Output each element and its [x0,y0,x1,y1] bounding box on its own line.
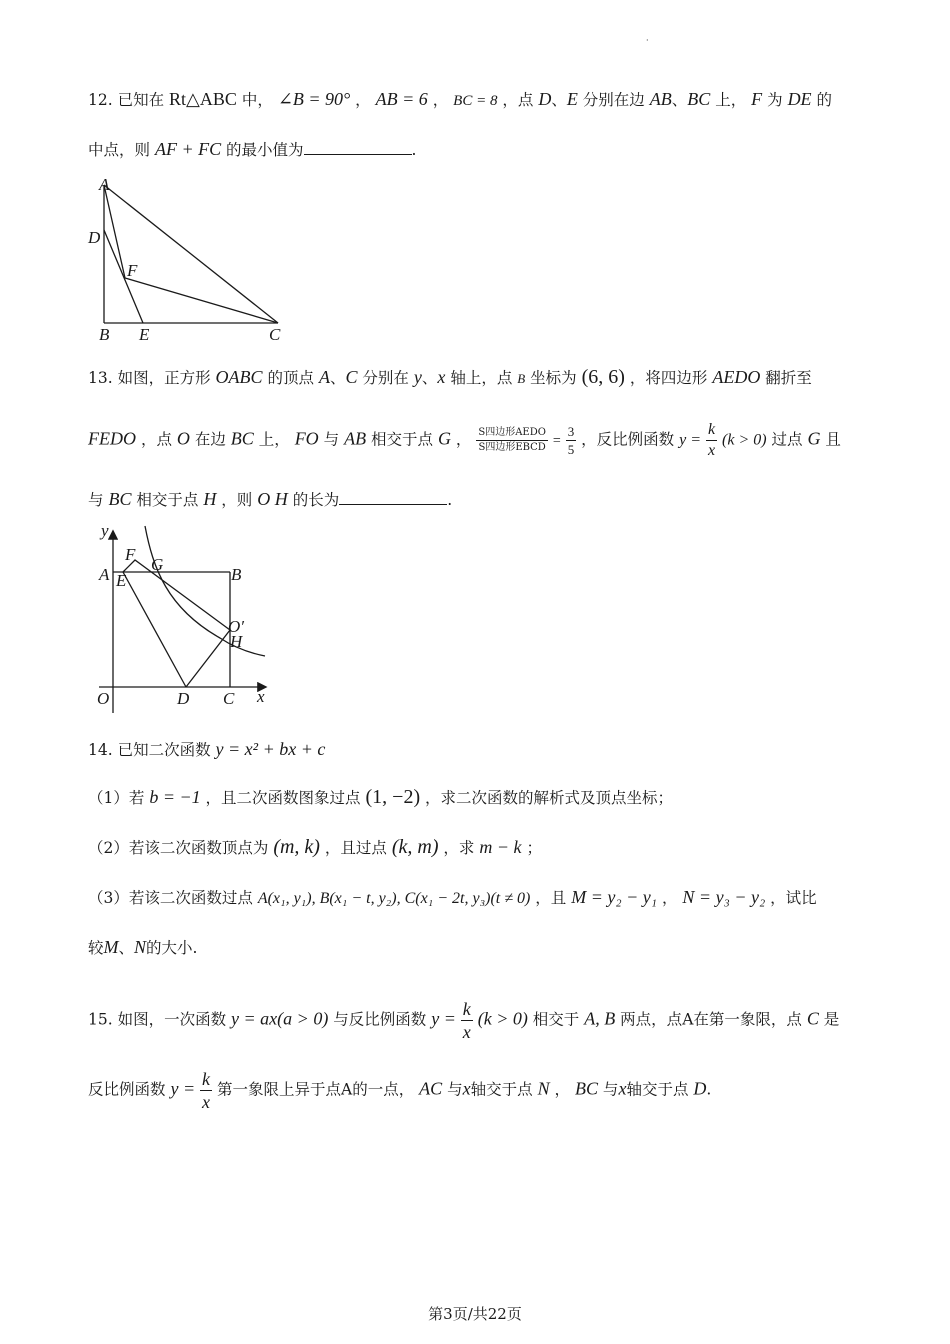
text: 与 [602,1080,619,1099]
text: 是 [823,1010,840,1029]
label-G: G [151,555,164,574]
math: C [345,367,358,387]
text: 与反比例函数 [333,1010,427,1029]
label-A: A [99,175,110,194]
text: 翻折至 [765,369,812,387]
math: = [552,433,561,449]
text: 的 [816,91,833,109]
text: 在第一象限，点 [693,1010,802,1029]
math: m − k [479,837,522,857]
math: BC = 8 [453,93,498,109]
math: x [437,367,446,387]
math: y = ax(a > 0) [231,1008,329,1029]
math: A, B [584,1008,616,1029]
answer-blank[interactable] [304,140,412,155]
text: ，求二次函数的解析式及顶点坐标； [425,789,674,807]
math: A(x₁, y₁), B(x₁ − t, y₂), C(x₁ − 2t, y₃)(t ≠ 0) [257,890,531,907]
text: 如图，一次函数 [117,1010,227,1029]
math: N [134,937,147,957]
math: O H [257,489,288,509]
text: 且 [825,430,841,449]
math: FEDO [88,428,136,449]
math: F [751,89,763,109]
q15-line1 [88,1000,839,1041]
math: C [806,1008,819,1029]
q14-part3 [88,886,817,908]
text: ， [432,91,449,109]
text: 已知在 [117,91,165,109]
text: 轴交于点 [626,1080,689,1099]
fraction-denominator: x [707,442,716,459]
text: 与 [88,491,104,509]
inverse-function-fraction [461,1000,473,1041]
math: A [318,367,330,387]
label-H: H [230,632,243,651]
text: 轴交于点 [470,1080,533,1099]
text: （2）若该二次函数顶点为 [88,839,269,857]
seg-DO-prime [186,630,230,687]
text: 轴上，点 [450,369,513,387]
text: 的最小值为 [226,141,304,159]
fraction-numerator: k [462,999,471,1019]
answer-blank[interactable] [339,490,447,505]
text: 相交于点 [371,430,434,449]
label-F: F [127,261,138,280]
math: OABC [215,367,263,387]
text: ，将四边形 [629,369,708,387]
text: ，求 [443,839,475,857]
text: ， [661,889,678,907]
math: E [566,89,578,109]
q12-line2 [88,138,416,160]
math: B [517,371,526,386]
text: ，试比 [770,889,817,907]
q12-line1 [88,88,832,110]
text: A [682,1010,694,1029]
text: ， [554,1080,571,1099]
math: ∠B = 90° [277,89,351,109]
math: (k > 0) [477,1008,528,1029]
text: 的大小. [146,939,198,957]
text: 与 [447,1080,463,1099]
seg-AC [104,185,278,323]
text: 分别在 [362,369,409,387]
math: BC [574,1078,598,1099]
math: BC [108,489,132,509]
q14-line1 [88,738,325,760]
math: x [462,1078,471,1099]
text: ， [355,91,371,109]
fraction-denominator: 5 [567,442,575,457]
label-B: B [231,565,242,584]
label-O: O [97,689,110,708]
text: 的顶点 [267,369,314,387]
fraction-numerator: 3 [567,424,575,439]
text: 两点，点 [620,1010,683,1029]
label-E: E [116,571,127,590]
q14-number: 14. [88,741,113,759]
math: y = [170,1078,196,1099]
math: M = y₂ − y₁ [571,887,658,907]
text: 相交于点 [136,491,199,509]
text: 反比例函数 [88,1080,166,1099]
q13-number: 13. [88,369,113,387]
page-footer: 第3页/共22页 [428,1305,522,1323]
text: ，点 [502,91,534,109]
text: ； [526,839,542,857]
math: (k, m) [391,836,439,858]
label-B: B [99,325,110,344]
label-O-prime: O′ [228,617,244,636]
q14-part2 [88,836,542,859]
math: AEDO [712,367,761,387]
text: ，点 [140,430,172,449]
label-y: y [101,521,109,540]
math: AF + FC [154,139,222,159]
q14-part1 [88,786,673,809]
text: ，则 [221,491,253,509]
header-mark: · [646,36,649,45]
math: (1, −2) [365,786,421,808]
label-D: D [177,689,190,708]
text: . [447,491,453,509]
math: y = [431,1008,456,1029]
text: （1）若 [88,789,145,807]
text: 已知二次函数 [117,741,211,759]
math: b = −1 [149,787,201,807]
fraction-denominator: x [202,1092,211,1112]
q12-figure [85,175,295,345]
q14-part3-cont [88,936,197,958]
math: (6, 6) [581,366,625,388]
function-fraction [706,422,717,459]
q12-number: 12. [88,91,113,109]
math: D [538,89,552,109]
math: BC [687,89,711,109]
text: 第一象限上异于点 [216,1080,341,1099]
area-ratio-fraction [476,428,548,453]
seg-ED [123,572,186,687]
math: (m, k) [273,836,320,858]
text: . [706,1080,712,1099]
math: BC [230,428,254,449]
math: G [437,428,451,449]
text: 在边 [194,430,226,449]
q13-line2 [88,422,841,459]
label-C: C [223,689,235,708]
inverse-curve [145,526,265,656]
math: y [413,367,422,387]
math: AB [344,428,367,449]
math: AB = 6 [375,89,428,109]
text: 与 [323,430,340,449]
text: 过点 [771,430,803,449]
text: 的长为 [292,491,340,509]
seg-FC [125,278,278,323]
text: 上， [258,430,290,449]
text: 中， [241,91,273,109]
text: ，且过点 [324,839,387,857]
text: 相交于 [532,1010,580,1029]
fraction-numerator: S四边形AEDO [476,428,548,441]
label-D: D [88,228,101,247]
math: N = y₃ − y₂ [682,887,766,907]
text: 、 [118,939,135,957]
fraction-denominator: S四边形EBCD [478,442,546,453]
text: A [340,1080,353,1099]
q13-figure [85,518,285,716]
math: G [807,428,821,449]
q13-line3 [88,488,452,510]
text: ，且 [535,889,567,907]
q15-number: 15. [88,1010,113,1029]
math: D [693,1078,707,1099]
q15-line2 [88,1070,711,1111]
fraction-numerator: k [202,1069,211,1089]
text: 的一点， [352,1080,415,1099]
math: M [103,937,119,957]
text: （3）若该二次函数过点 [88,889,253,907]
label-x: x [257,687,265,706]
text: ，反比例函数 [581,430,675,449]
math: H [203,489,217,509]
text: 如图，正方形 [117,369,211,387]
math: x [618,1078,627,1099]
text: 、 [421,369,438,387]
math: N [537,1078,550,1099]
text: . [411,141,417,159]
text: ，且二次函数图象过点 [205,789,361,807]
math: y = x² + bx + c [215,739,326,759]
text: 分别在边 [582,91,645,109]
math: Rt△ABC [169,89,237,109]
text: ， [455,430,472,449]
text: 中点，则 [88,141,151,159]
inverse-function-fraction [200,1070,212,1111]
math: (k > 0) [722,431,767,449]
q13-line1 [88,366,812,389]
label-A: A [99,565,110,584]
label-E: E [139,325,150,344]
math: O [176,428,190,449]
text: 上， [715,91,747,109]
math: DE [787,89,812,109]
math: y = [679,431,702,449]
label-F: F [125,545,136,564]
math: AB [649,89,672,109]
ratio-value-fraction [566,425,577,456]
math: FO [294,428,319,449]
text: 、 [551,91,567,109]
seg-EFO-prime [123,560,230,630]
text: 、 [329,369,346,387]
math: AC [419,1078,443,1099]
fraction-numerator: k [706,422,717,441]
text: 为 [767,91,783,109]
text: 、 [671,91,688,109]
text: 坐标为 [530,369,577,387]
label-C: C [269,325,281,344]
fraction-denominator: x [462,1022,471,1042]
text: 较 [88,939,104,957]
